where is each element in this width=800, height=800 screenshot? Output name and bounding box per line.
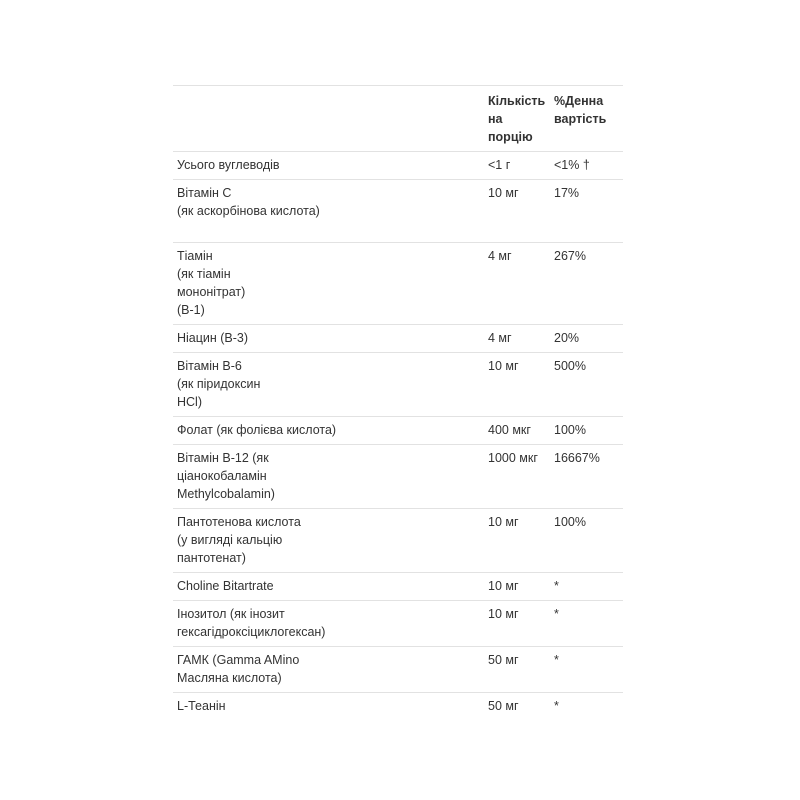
nutrient-daily-value: *: [550, 573, 623, 601]
table-row: [173, 647, 623, 693]
table-body: [173, 152, 623, 721]
header-amount-per-serving: Кількість на порцію: [484, 86, 550, 152]
table-row: [173, 180, 623, 243]
table-row: [173, 573, 623, 601]
nutrient-daily-value: 16667%: [550, 445, 623, 509]
nutrient-amount: 10 мг: [484, 601, 550, 647]
nutrient-name: Фолат (як фолієва кислота): [173, 417, 484, 445]
nutrient-name: ГАМК (Gamma AMino Масляна кислота): [173, 647, 484, 693]
nutrient-amount: 4 мг: [484, 243, 550, 325]
nutrient-name: Усього вуглеводів: [173, 152, 484, 180]
nutrient-amount: 10 мг: [484, 573, 550, 601]
nutrient-amount: 1000 мкг: [484, 445, 550, 509]
table-row: [173, 693, 623, 721]
nutrient-amount: 4 мг: [484, 325, 550, 353]
nutrient-daily-value: 17%: [550, 180, 623, 243]
nutrient-name: Пантотенова кислота (у вигляді кальцію пантотенат): [173, 509, 484, 573]
nutrient-amount: 10 мг: [484, 353, 550, 417]
nutrient-name: Вітамін С (як аскорбінова кислота): [173, 180, 484, 243]
nutrient-amount: 50 мг: [484, 647, 550, 693]
header-nutrient: [173, 86, 484, 152]
nutrient-daily-value: *: [550, 601, 623, 647]
header-daily-value: %Денна вартість: [550, 86, 623, 152]
nutrient-daily-value: <1% †: [550, 152, 623, 180]
supplement-facts-table: [173, 85, 623, 720]
nutrient-amount: 400 мкг: [484, 417, 550, 445]
nutrient-daily-value: 100%: [550, 509, 623, 573]
nutrient-amount: <1 г: [484, 152, 550, 180]
table-row: [173, 445, 623, 509]
nutrient-daily-value: 100%: [550, 417, 623, 445]
nutrient-name: Choline Bitartrate: [173, 573, 484, 601]
nutrient-daily-value: *: [554, 699, 559, 713]
table-header: [173, 86, 623, 152]
nutrient-amount: 10 мг: [484, 509, 550, 573]
header-row: [173, 86, 623, 152]
table-row: [173, 509, 623, 573]
table-row: [173, 417, 623, 445]
nutrient-name: Інозитол (як інозит гексагідроксіциклогексан): [173, 601, 484, 647]
nutrient-daily-value: 267%: [550, 243, 623, 325]
table-row: [173, 152, 623, 180]
nutrient-daily-value: *: [550, 647, 623, 693]
nutrient-name: Вітамін В-12 (як ціанокобаламін Methylcobalamin): [173, 445, 484, 509]
nutrient-name: L-Теанін: [177, 699, 226, 713]
nutrient-name: Ніацин (В-3): [173, 325, 484, 353]
nutrient-amount: 10 мг: [484, 180, 550, 243]
table-row: [173, 325, 623, 353]
nutrient-amount: 50 мг: [488, 699, 519, 713]
nutrient-name: Вітамін В-6 (як піридоксин HCl): [173, 353, 484, 417]
nutrient-name: Тіамін (як тіамін мононітрат) (В-1): [173, 243, 484, 325]
table-row: [173, 601, 623, 647]
nutrient-daily-value: 500%: [550, 353, 623, 417]
table-row: [173, 353, 623, 417]
nutrient-daily-value: 20%: [550, 325, 623, 353]
table-row: [173, 243, 623, 325]
